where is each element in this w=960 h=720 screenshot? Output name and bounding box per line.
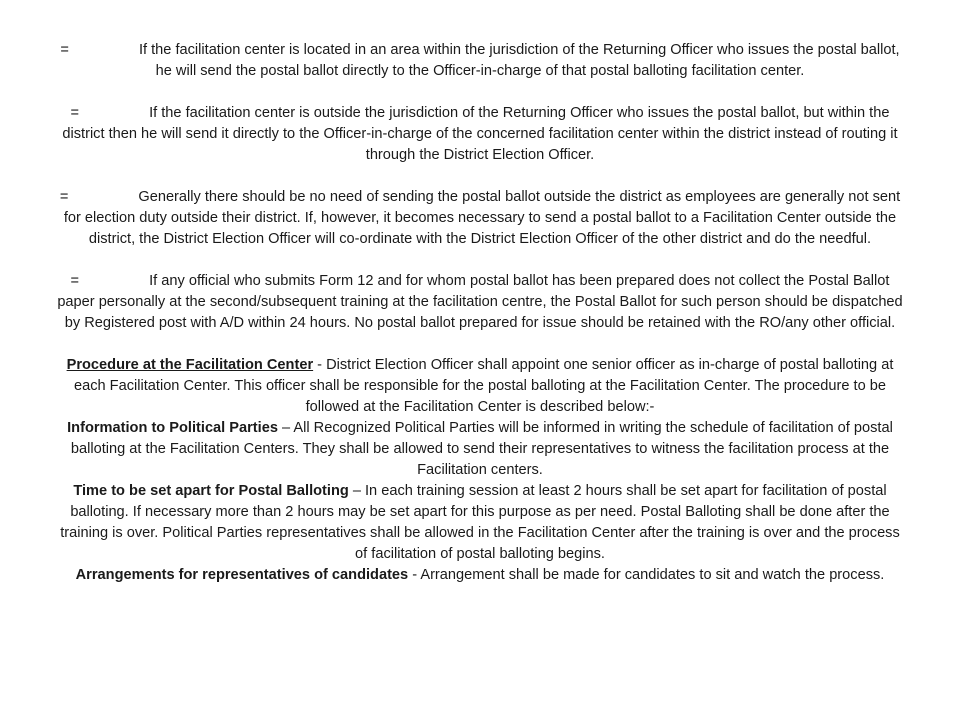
paragraph-spacer <box>56 250 904 271</box>
bullet-text: If the facilitation center is located in an area within the jurisdiction of the Returning Officer who issues the postal ballot, he will send the postal ballot directly to the Officer-in-charge of that postal balloting facilitation center. <box>138 42 900 79</box>
bullet-marker: = <box>70 273 80 289</box>
arrangements-heading: Arrangements for representatives of candidates <box>75 567 409 583</box>
time-apart-heading: Time to be set apart for Postal Balloting <box>73 483 349 499</box>
procedure-heading: Procedure at the Facilitation Center <box>66 357 314 373</box>
arrangements-paragraph <box>56 565 904 586</box>
paragraph-spacer <box>56 82 904 103</box>
info-parties-text: – All Recognized Political Parties will be informed in writing the schedule of facilitation of postal balloting at the Facilitation Centers. They shall be allowed to send their representatives to witness the facilitation process at the Facilitation centers. <box>70 420 893 478</box>
bullet-marker: = <box>70 105 80 121</box>
paragraph-spacer <box>56 334 904 355</box>
bullet-text: Generally there should be no need of sending the postal ballot outside the district as employees are generally not sent for election duty outside their district. If, however, it becomes necessary to send a postal ballot to a Facilitation Center outside the district, the District Election Officer will co-ordinate with the District Election Officer of the other district and do the needful. <box>63 189 901 247</box>
procedure-text: - District Election Officer shall appoint one senior officer as in-charge of postal balloting at each Facilitation Center. This officer shall be responsible for the postal balloting at the Facilitation Center. The procedure to be followed at the Facilitation Center is described below:- <box>73 357 894 415</box>
procedure-paragraph <box>56 355 904 418</box>
arrangements-text: - Arrangement shall be made for candidates to sit and watch the process. <box>408 567 885 583</box>
bullet-marker: = <box>60 42 69 58</box>
bullet-paragraph-3 <box>56 187 904 250</box>
time-apart-text: – In each training session at least 2 hours shall be set apart for facilitation of postal balloting. If necessary more than 2 hours may be set apart for this purpose as per need. Postal Balloting shall be done after the training is over. Political Parties representatives shall be allowed in the Facilitation Center after the training is over and the process of facilitation of postal balloting begins. <box>60 483 900 562</box>
bullet-paragraph-1 <box>56 40 904 82</box>
bullet-paragraph-4 <box>56 271 904 334</box>
bullet-text: If the facilitation center is outside the jurisdiction of the Returning Officer who issues the postal ballot, but within the district then he will send it directly to the Officer-in-charge of the concerned facilitation center within the district instead of routing it through the District Election Officer. <box>62 105 898 163</box>
info-parties-paragraph <box>56 418 904 481</box>
bullet-marker: = <box>59 189 69 205</box>
bullet-paragraph-2 <box>56 103 904 166</box>
time-apart-paragraph <box>56 481 904 565</box>
paragraph-spacer <box>56 166 904 187</box>
info-parties-heading: Information to Political Parties <box>67 420 278 436</box>
bullet-text: If any official who submits Form 12 and for whom postal ballot has been prepared does not collect the Postal Ballot paper personally at the second/subsequent training at the facilitation centre, the Postal Ballot for such person should be dispatched by Registered post with A/D within 24 hours. No postal ballot prepared for issue should be retained with the RO/any other official. <box>57 273 903 331</box>
